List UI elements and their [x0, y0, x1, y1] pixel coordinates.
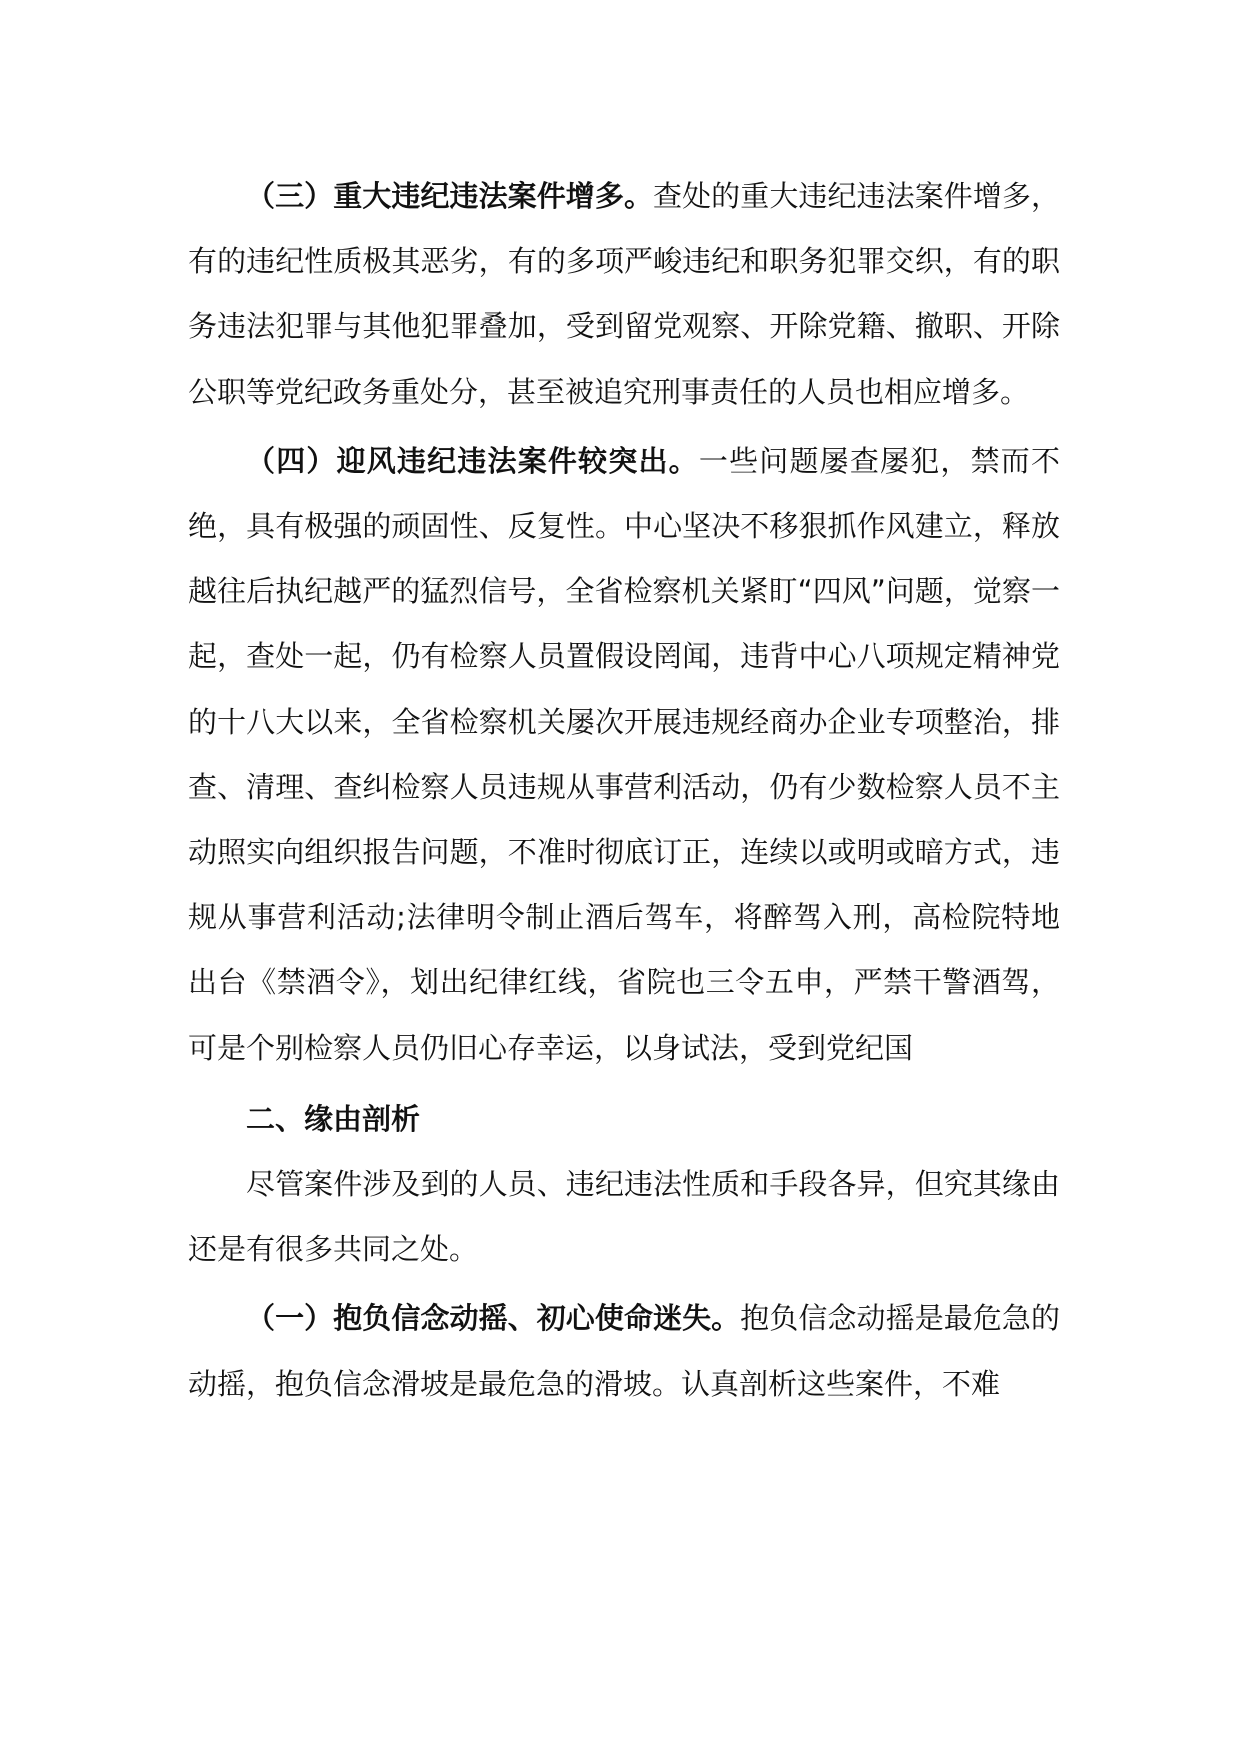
- paragraph-three-text: 查处的重大违纪违法案件增多，有的违纪性质极其恶劣，有的多项严峻违纪和职务犯罪交织，有的职务违法犯罪与其他犯罪叠加，受到留党观察、开除党籍、撤职、开除公职等党纪政务重处分，甚至被追究刑事责任的人员也相应增多。: [188, 179, 1060, 409]
- paragraph-one: [188, 1286, 1060, 1416]
- paragraph-three-heading: （三）重大违纪违法案件增多。: [246, 179, 654, 213]
- paragraph-four: [188, 429, 1060, 1081]
- paragraph-four-heading: （四）迎风违纪违法案件较突出。: [246, 443, 699, 478]
- section-heading-cause-analysis: 二、缘由剖析: [246, 1101, 421, 1136]
- paragraph-three: [188, 164, 1060, 425]
- paragraph-one-heading: （一）抱负信念动摇、初心使命迷失。: [246, 1301, 741, 1336]
- paragraph-four-text: 一些问题屡查屡犯，禁而不绝，具有极强的顽固性、反复性。中心坚决不移狠抓作风建立，释放越往后执纪越严的猛烈信号，全省检察机关紧盯“四风”问题，觉察一起，查处一起，仍有检察人员置假设罔闻，违背中心八项规定精神党的十八大以来，全省检察机关屡次开展违规经商办企业专项整治，排查、清理、查纠检察人员违规从事营利活动，仍有少数检察人员不主动照实向组织报告问题，不准时彻底订正，连续以或明或暗方式，违规从事营利活动;法律明令制止酒后驾车，将醉驾入刑，高检院特地出台《禁酒令》，划出纪律红线，省院也三令五申，严禁干警酒驾，可是个别检察人员仍旧心存幸运，以身试法，受到党纪国: [188, 443, 1060, 1065]
- paragraph-cause-intro: 尽管案件涉及到的人员、违纪违法性质和手段各异，但究其缘由还是有很多共同之处。: [188, 1167, 1060, 1267]
- paragraph-one-text: 抱负信念动摇是最危急的动摇，抱负信念滑坡是最危急的滑坡。认真剖析这些案件，不难: [188, 1301, 1060, 1401]
- document-body: [188, 164, 1060, 1417]
